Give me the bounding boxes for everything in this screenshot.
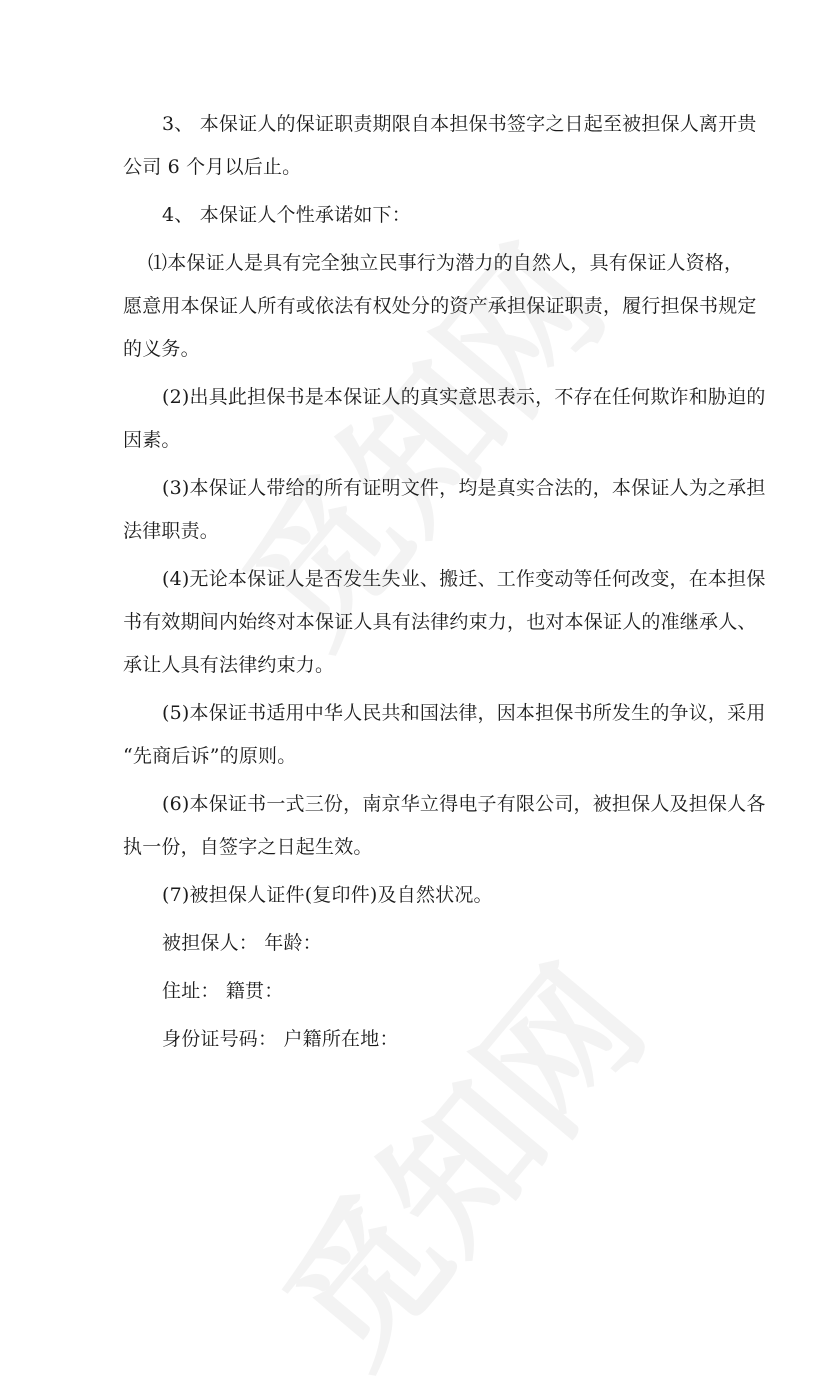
text-line: (5)本保证书适用中华人民共和国法律，因本担保书所发生的争议，采用 <box>162 702 766 724</box>
text-line: 4、 本保证人个性承诺如下： <box>162 204 411 226</box>
paragraph <box>123 242 757 371</box>
text-line: 承让人具有法律约束力。 <box>123 654 335 676</box>
text-line: 执一份，自签字之日起生效。 <box>123 836 373 858</box>
paragraph <box>123 783 766 869</box>
text-line: ⑴本保证人是具有完全独立民事行为潜力的自然人，具有保证人资格， <box>148 252 744 274</box>
text-line: (3)本保证人带给的所有证明文件，均是真实合法的，本保证人为之承担 <box>162 477 766 499</box>
paragraph <box>123 970 713 1013</box>
paragraph <box>123 922 713 965</box>
document-body <box>123 103 766 1066</box>
paragraph <box>123 103 757 189</box>
text-line: “先商后诉”的原则。 <box>123 745 297 767</box>
paragraph <box>123 692 766 778</box>
text-line: 公司 6 个月以后止。 <box>123 156 302 178</box>
text-line: 书有效期间内始终对本保证人具有法律约束力，也对本保证人的准继承人、 <box>123 611 757 633</box>
paragraph <box>123 558 766 687</box>
paragraph <box>123 874 713 917</box>
text-line: 被担保人： 年龄： <box>162 932 322 954</box>
text-line: (4)无论本保证人是否发生失业、搬迁、工作变动等任何改变，在本担保 <box>162 568 766 590</box>
text-line: 身份证号码： 户籍所在地： <box>162 1028 399 1050</box>
text-line: 因素。 <box>123 429 181 451</box>
text-line: 3、 本保证人的保证职责期限自本担保书签字之日起至被担保人离开贵 <box>162 113 757 135</box>
paragraph <box>123 194 713 237</box>
paragraph <box>123 467 766 553</box>
text-line: 住址： 籍贯： <box>162 980 284 1002</box>
text-line: (7)被担保人证件(复印件)及自然状况。 <box>162 884 493 906</box>
text-line: (6)本保证书一式三份，南京华立得电子有限公司，被担保人及担保人各 <box>162 793 766 815</box>
text-line: 法律职责。 <box>123 520 220 542</box>
text-line: (2)出具此担保书是本保证人的真实意思表示，不存在任何欺诈和胁迫的 <box>162 386 766 408</box>
text-line: 的义务。 <box>123 338 200 360</box>
text-line: 愿意用本保证人所有或依法有权处分的资产承担保证职责，履行担保书规定 <box>123 295 757 317</box>
paragraph <box>123 1018 713 1061</box>
paragraph <box>123 376 766 462</box>
